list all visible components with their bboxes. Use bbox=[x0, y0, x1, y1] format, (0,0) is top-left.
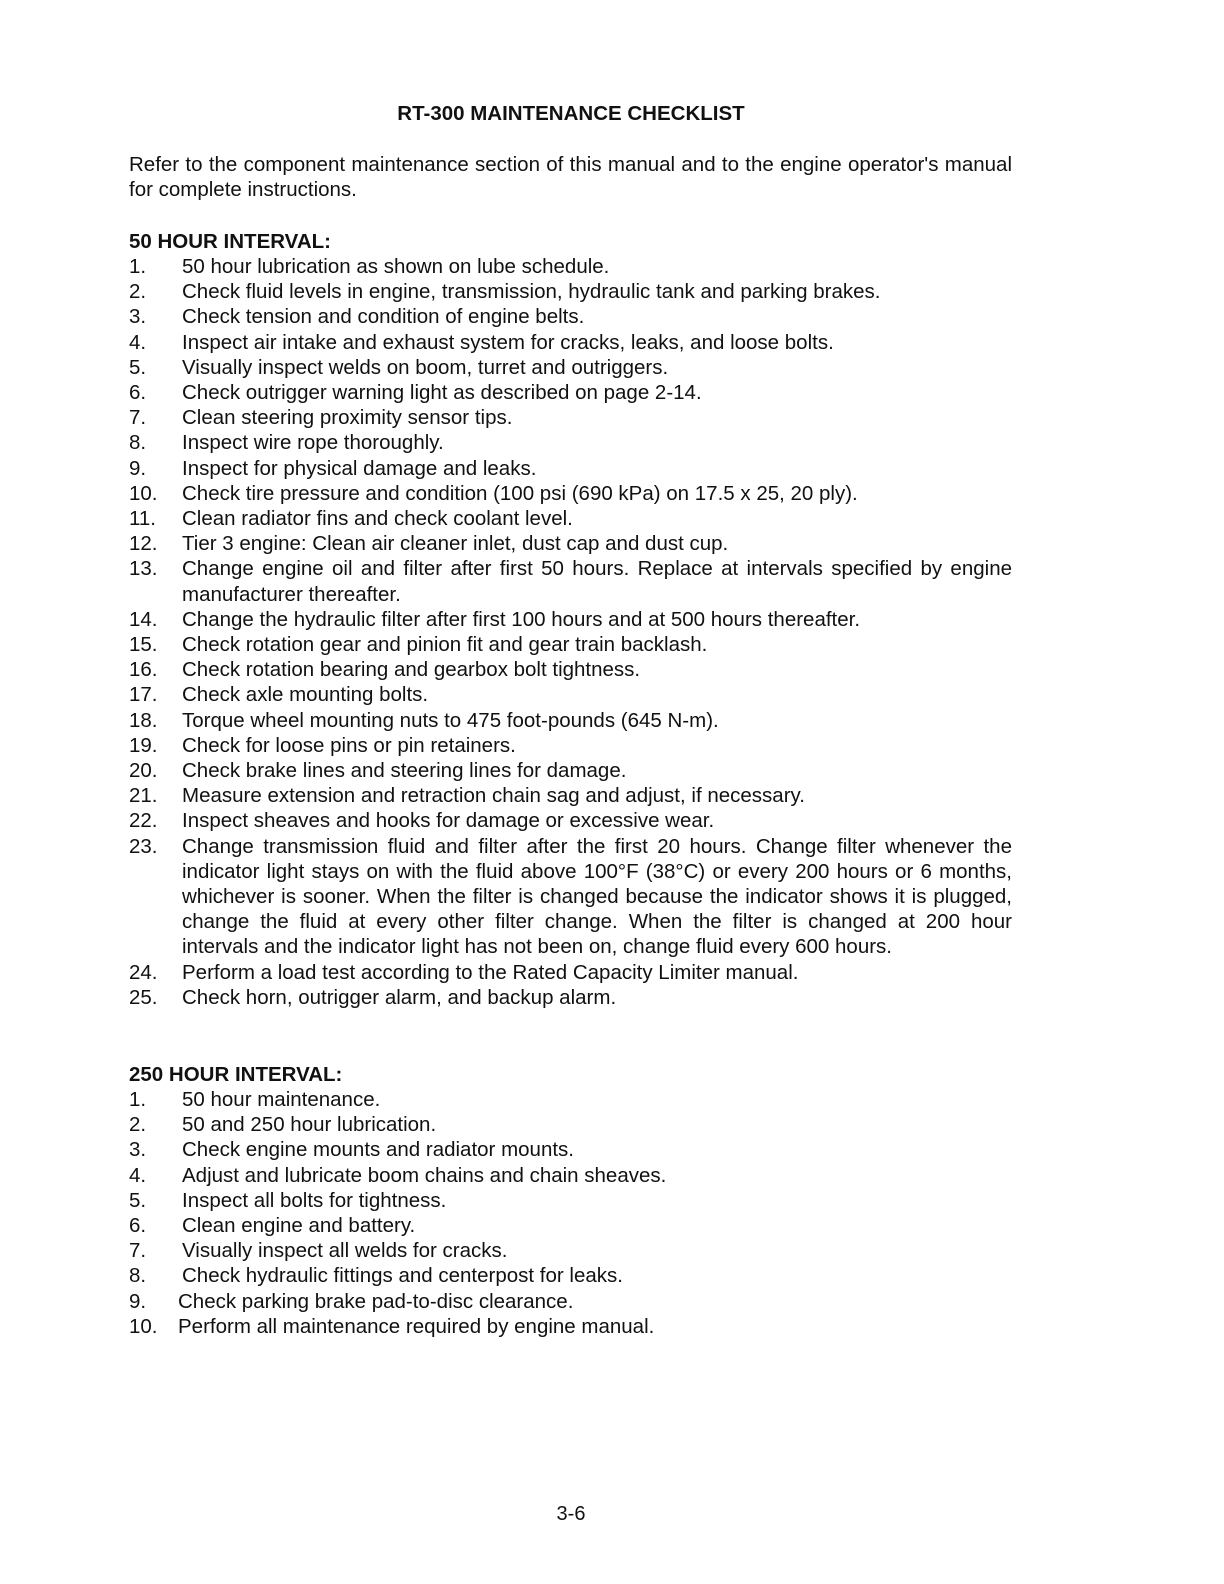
item-text: Adjust and lubricate boom chains and chain sheaves. bbox=[182, 1163, 667, 1187]
item-text: Check for loose pins or pin retainers. bbox=[182, 733, 516, 757]
item-text: Check tension and condition of engine belts. bbox=[182, 305, 585, 329]
item-text: Clean engine and battery. bbox=[182, 1214, 416, 1238]
list-item bbox=[129, 456, 1012, 481]
list-item bbox=[129, 556, 1012, 606]
item-text: Check hydraulic fittings and centerpost for leaks. bbox=[182, 1264, 623, 1288]
list-item bbox=[129, 708, 1012, 733]
list-item bbox=[129, 808, 1012, 833]
item-text: 50 and 250 hour lubrication. bbox=[182, 1113, 437, 1137]
item-number: 21. bbox=[129, 784, 158, 808]
list-item bbox=[129, 355, 1012, 380]
item-text: Check rotation gear and pinion fit and gear train backlash. bbox=[182, 633, 708, 657]
list-item bbox=[129, 430, 1012, 455]
list-item bbox=[129, 330, 1012, 355]
item-text: 50 hour maintenance. bbox=[182, 1088, 381, 1111]
item-text: Change transmission fluid and filter after the first 20 hours. Change filter whenever the indicator light stays on with the fluid above 100°F (38°C) or every 200 hours or 6 months, whichever is sooner. When the filter is changed because the indicator shows it is plugged, change the fluid at every other filter change. When the filter is changed at 200 hour intervals and the indicator light has not been on, change fluid every 600 hours. bbox=[182, 834, 1012, 959]
item-text: Measure extension and retraction chain sag and adjust, if necessary. bbox=[182, 784, 805, 808]
item-text: 50 hour lubrication as shown on lube schedule. bbox=[182, 255, 610, 278]
item-text: Change the hydraulic filter after first 100 hours and at 500 hours thereafter. bbox=[182, 607, 861, 631]
list-item bbox=[129, 304, 1012, 329]
item-text: Visually inspect welds on boom, turret and outriggers. bbox=[182, 355, 669, 379]
list-item bbox=[129, 1137, 1012, 1162]
item-number: 16. bbox=[129, 658, 158, 682]
item-number: 8. bbox=[129, 431, 147, 455]
list-item bbox=[129, 405, 1012, 430]
item-number: 10. bbox=[129, 1314, 158, 1338]
list-item bbox=[129, 632, 1012, 657]
item-number: 4. bbox=[129, 1163, 147, 1187]
item-number: 5. bbox=[129, 1188, 147, 1212]
list-item bbox=[129, 607, 1012, 632]
item-text: Check rotation bearing and gearbox bolt tightness. bbox=[182, 658, 641, 682]
list-item bbox=[129, 733, 1012, 758]
item-text: Inspect all bolts for tightness. bbox=[182, 1188, 447, 1212]
intro-paragraph: Refer to the component maintenance section of this manual and to the engine operator's manual for complete instructions. bbox=[129, 153, 1012, 202]
item-number: 11. bbox=[129, 507, 156, 531]
list-item bbox=[129, 481, 1012, 506]
list-item bbox=[129, 1163, 1012, 1188]
item-text: Tier 3 engine: Clean air cleaner inlet, dust cap and dust cup. bbox=[182, 532, 729, 556]
item-number: 3. bbox=[129, 1138, 147, 1162]
item-number: 9. bbox=[129, 456, 147, 480]
item-text: Check fluid levels in engine, transmission, hydraulic tank and parking brakes. bbox=[182, 280, 881, 304]
item-number: 25. bbox=[129, 985, 158, 1009]
list-item bbox=[129, 758, 1012, 783]
item-number: 4. bbox=[129, 330, 147, 354]
list-item bbox=[129, 279, 1012, 304]
item-number: 7. bbox=[129, 1239, 147, 1263]
item-number: 20. bbox=[129, 759, 158, 783]
item-text: Check engine mounts and radiator mounts. bbox=[182, 1138, 575, 1162]
item-number: 5. bbox=[129, 355, 147, 379]
list-item bbox=[129, 506, 1012, 531]
item-number: 9. bbox=[129, 1289, 147, 1313]
item-number: 8. bbox=[129, 1264, 147, 1288]
item-text: Check tire pressure and condition (100 psi (690 kPa) on 17.5 x 25, 20 ply). bbox=[182, 481, 858, 505]
item-text: Check horn, outrigger alarm, and backup alarm. bbox=[182, 985, 617, 1009]
list-item bbox=[129, 254, 1012, 279]
section-heading-50-hour: 50 HOUR INTERVAL: bbox=[129, 230, 331, 253]
item-number: 14. bbox=[129, 607, 158, 631]
item-number: 19. bbox=[129, 733, 158, 757]
item-text: Visually inspect all welds for cracks. bbox=[182, 1239, 508, 1263]
item-number: 24. bbox=[129, 960, 158, 984]
item-text: Perform all maintenance required by engine manual. bbox=[178, 1314, 655, 1338]
list-item bbox=[129, 1289, 1012, 1314]
item-text: Inspect for physical damage and leaks. bbox=[182, 456, 537, 480]
item-text: Check axle mounting bolts. bbox=[182, 683, 429, 707]
item-text: Change engine oil and filter after first 50 hours. Replace at intervals specified by engine manufacturer thereafter. bbox=[182, 557, 1012, 606]
list-item bbox=[129, 783, 1012, 808]
list-item bbox=[129, 960, 1012, 985]
item-text: Inspect sheaves and hooks for damage or excessive wear. bbox=[182, 809, 715, 833]
item-text: Clean steering proximity sensor tips. bbox=[182, 406, 513, 430]
item-number: 18. bbox=[129, 708, 158, 732]
item-number: 10. bbox=[129, 481, 158, 505]
item-number: 6. bbox=[129, 381, 147, 405]
item-text: Clean radiator fins and check coolant level. bbox=[182, 507, 573, 531]
item-number: 15. bbox=[129, 633, 158, 657]
item-number: 23. bbox=[129, 834, 158, 858]
list-item bbox=[129, 1314, 1012, 1339]
list-item bbox=[129, 1188, 1012, 1213]
list-item bbox=[129, 657, 1012, 682]
item-number: 3. bbox=[129, 305, 147, 329]
item-number: 2. bbox=[129, 280, 147, 304]
item-number: 6. bbox=[129, 1214, 147, 1238]
item-number: 13. bbox=[129, 557, 158, 581]
list-item bbox=[129, 834, 1012, 960]
list-item bbox=[129, 1087, 1012, 1112]
list-item bbox=[129, 1238, 1012, 1263]
item-text: Perform a load test according to the Rated Capacity Limiter manual. bbox=[182, 960, 799, 984]
page-number: 3-6 bbox=[556, 1503, 586, 1525]
item-number: 2. bbox=[129, 1113, 147, 1137]
item-number: 7. bbox=[129, 406, 147, 430]
page-title: RT-300 MAINTENANCE CHECKLIST bbox=[397, 102, 745, 125]
item-text: Check parking brake pad-to-disc clearance. bbox=[178, 1289, 574, 1313]
list-item bbox=[129, 1263, 1012, 1288]
item-number: 22. bbox=[129, 809, 158, 833]
item-number: 1. bbox=[129, 1088, 147, 1111]
item-text: Inspect wire rope thoroughly. bbox=[182, 431, 444, 455]
item-number: 1. bbox=[129, 255, 147, 278]
item-text: Check brake lines and steering lines for damage. bbox=[182, 759, 627, 783]
item-text: Inspect air intake and exhaust system for cracks, leaks, and loose bolts. bbox=[182, 330, 834, 354]
list-item bbox=[129, 531, 1012, 556]
list-item bbox=[129, 380, 1012, 405]
checklist-250-hour bbox=[129, 1087, 1012, 1339]
item-text: Check outrigger warning light as described on page 2-14. bbox=[182, 381, 702, 405]
item-number: 12. bbox=[129, 532, 158, 556]
list-item bbox=[129, 1112, 1012, 1137]
item-text: Torque wheel mounting nuts to 475 foot-pounds (645 N-m). bbox=[182, 708, 719, 732]
list-item bbox=[129, 985, 1012, 1010]
list-item bbox=[129, 682, 1012, 707]
list-item bbox=[129, 1213, 1012, 1238]
item-number: 17. bbox=[129, 683, 158, 707]
checklist-50-hour bbox=[129, 254, 1012, 1010]
section-heading-250-hour: 250 HOUR INTERVAL: bbox=[129, 1063, 343, 1086]
